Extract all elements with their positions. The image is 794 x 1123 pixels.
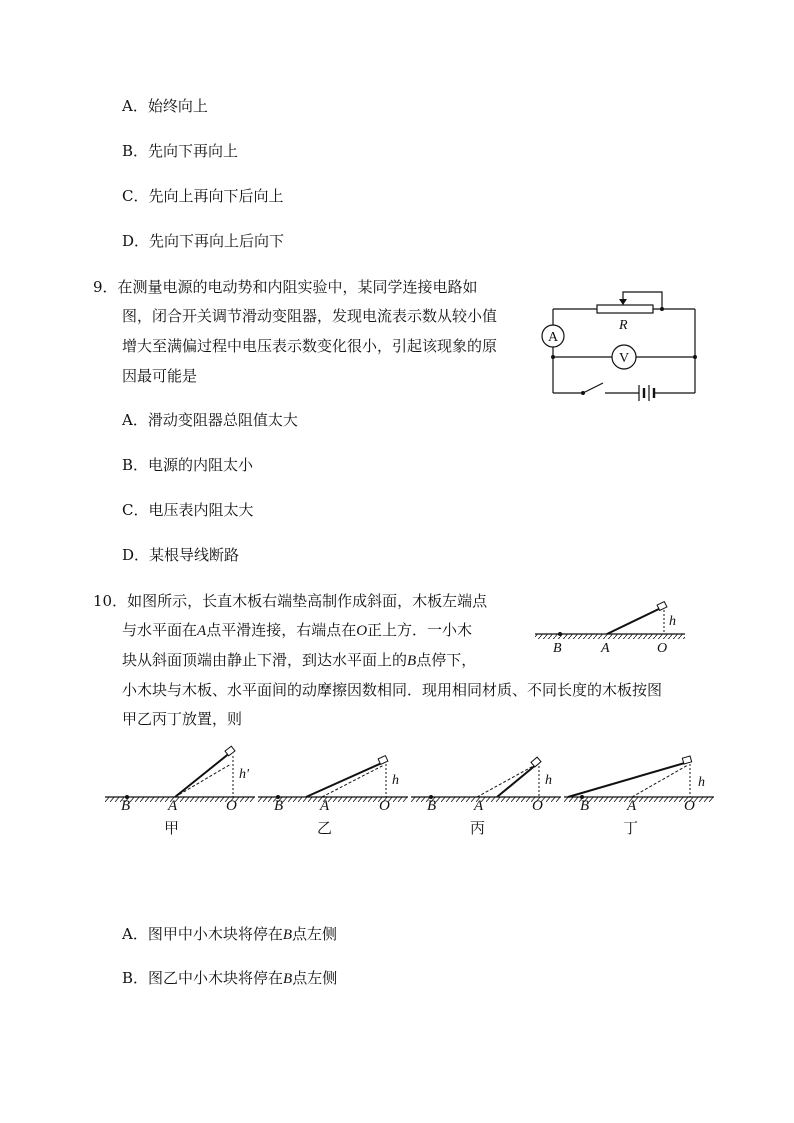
caption-ding: 丁 — [623, 819, 639, 837]
jia-label-o: O — [226, 798, 237, 814]
yi-label-a: A — [320, 798, 330, 814]
q10-stem-line-3: 块从斜面顶端由静止下滑，到达水平面上的B点停下， — [122, 651, 477, 669]
main-label-h: h — [669, 614, 676, 629]
resistor-symbol — [597, 305, 653, 313]
q9-option-d: D．某根导线断路 — [122, 546, 240, 564]
jia-label-a: A — [168, 798, 178, 814]
main-label-a: A — [601, 641, 610, 656]
caption-jia: 甲 — [164, 819, 180, 837]
caption-yi: 乙 — [317, 819, 333, 837]
q9-stem-line-3: 增大至满偏过程中电压表示数变化很小，引起该现象的原 — [122, 337, 498, 355]
q10-stem-line-5: 甲乙丙丁放置，则 — [122, 710, 243, 728]
q10-figure-ding — [564, 742, 719, 802]
ammeter-label: A — [548, 330, 559, 345]
jia-label-h: h' — [239, 767, 249, 782]
caption-bing: 丙 — [470, 819, 486, 837]
yi-label-h: h — [392, 773, 399, 788]
q10-figure-yi — [258, 742, 413, 802]
resistor-label: R — [619, 318, 628, 333]
q8-option-a: A．始终向上 — [122, 97, 208, 115]
q9-stem-line-2: 图，闭合开关调节滑动变阻器，发现电流表示数从较小值 — [122, 307, 498, 325]
ding-label-a: A — [627, 798, 637, 814]
ding-label-h: h — [698, 775, 705, 790]
ding-label-b: B — [580, 798, 590, 814]
q10-figure-jia — [105, 742, 260, 802]
q10-stem-line-4: 小木块与木板、水平面间的动摩擦因数相同．现用相同材质、不同长度的木板按图 — [122, 681, 663, 699]
bing-label-b: B — [427, 798, 437, 814]
bing-label-a: A — [474, 798, 484, 814]
main-label-o: O — [657, 641, 668, 656]
q9-stem-line-1: 9．在测量电源的电动势和内阻实验中，某同学连接电路如 — [93, 278, 478, 296]
q10-option-b: B．图乙中小木块将停在B点左侧 — [122, 969, 338, 987]
yi-label-o: O — [379, 798, 390, 814]
q8-option-d: D．先向下再向上后向下 — [122, 232, 285, 250]
jia-label-b: B — [121, 798, 131, 814]
q9-option-a: A．滑动变阻器总阻值太大 — [122, 411, 298, 429]
yi-label-b: B — [274, 798, 284, 814]
q10-stem-line-2: 与水平面在A点平滑连接，右端点在O正上方．一小木 — [122, 621, 473, 639]
q9-option-c: C．电压表内阻太大 — [122, 501, 254, 519]
q8-option-b: B．先向下再向上 — [122, 142, 239, 160]
q8-option-c: C．先向上再向下后向上 — [122, 187, 284, 205]
bing-label-h: h — [545, 773, 552, 788]
voltmeter-label: V — [619, 351, 630, 366]
q9-option-b: B．电源的内阻太小 — [122, 456, 254, 474]
q10-stem-line-1: 10．如图所示，长直木板右端垫高制作成斜面，木板左端点 — [93, 592, 488, 610]
q10-figure-bing — [411, 742, 566, 802]
bing-label-o: O — [532, 798, 543, 814]
main-label-b: B — [553, 641, 562, 656]
q9-circuit-diagram — [535, 285, 705, 410]
q9-stem-line-4: 因最可能是 — [122, 367, 198, 385]
q10-option-a: A．图甲中小木块将停在B点左侧 — [122, 925, 338, 943]
q10-main-figure — [535, 595, 695, 660]
ding-label-o: O — [684, 798, 695, 814]
